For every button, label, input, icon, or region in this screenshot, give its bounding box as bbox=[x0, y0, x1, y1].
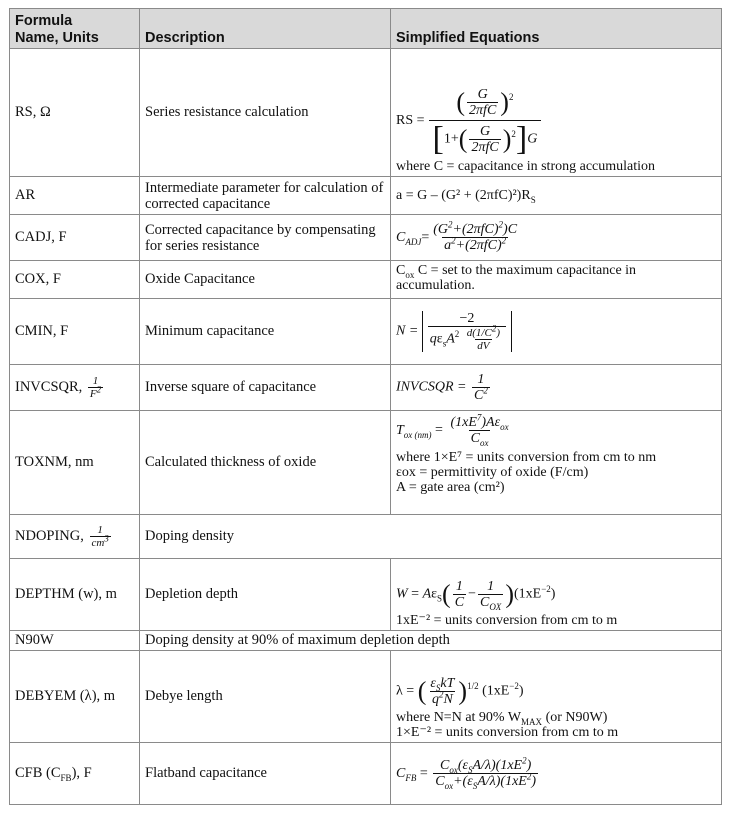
formula-name bbox=[10, 743, 140, 805]
table-row bbox=[10, 177, 722, 215]
formula-description: Minimum capacitance bbox=[140, 299, 391, 365]
depthm-note: 1xE⁻² = units conversion from cm to m bbox=[396, 613, 618, 628]
formula-description: Oxide Capacitance bbox=[140, 261, 391, 299]
formula-description: Calculated thickness of oxide bbox=[140, 411, 391, 515]
cox-equation: C = set to the maximum capacitance in accumulation. bbox=[396, 263, 637, 293]
formula-equation: $a = G - (G^2 + (2\pi fC)^2)R_S$ bbox=[391, 177, 722, 215]
formula-description: Intermediate parameter for calculation of corrected capacitance bbox=[140, 177, 391, 215]
debyem-note-1-text: where N=N at 90% W bbox=[396, 710, 522, 725]
formula-description: Debye length bbox=[140, 651, 391, 743]
header-formula-name bbox=[10, 9, 140, 49]
debyem-equation: λ = ( $\frac{\varepsilon_SkT}{q^2N}$ )$^{1/2}$ $(1xE^{-2})$ bbox=[396, 676, 524, 707]
formula-name: CMIN, F bbox=[10, 299, 140, 365]
cfb-equation: $C_{FB}$ = $\frac{C_{ox}(\varepsilon_SA/\lambda)(1xE^2)}{C_{ox}+(\varepsilon_SA/\lambda)(1xE^2)}$ bbox=[396, 755, 537, 791]
formula-name: N90W bbox=[10, 631, 140, 651]
table-row bbox=[10, 365, 722, 411]
table-row bbox=[10, 215, 722, 261]
formula-name: DEBYEM (λ), m bbox=[10, 651, 140, 743]
table-row bbox=[10, 631, 722, 651]
formula-description: Inverse square of capacitance bbox=[140, 365, 391, 411]
toxnm-note-1: where 1×E⁷ = units conversion from cm to nm bbox=[396, 450, 657, 465]
formula-name: NDOPING, $\frac{1}{cm^3}$ bbox=[10, 515, 140, 559]
ar-equation: a = G – (G² + (2πfC)²)R bbox=[396, 188, 531, 203]
toxnm-note-3: A = gate area (cm²) bbox=[396, 480, 505, 495]
toxnm-note-2: εox = permittivity of oxide (F/cm) bbox=[396, 465, 589, 480]
toxnm-equation: $T_{ox (nm)}$ = $\frac{(1xE^7)A\varepsilon_{ox}}{C_{ox}}$ bbox=[396, 412, 509, 448]
formula-name: TOXNM, nm bbox=[10, 411, 140, 515]
formula-equation bbox=[391, 411, 722, 515]
cfb-label-tail: ), F bbox=[71, 765, 92, 781]
invcsqr-label: INVCSQR, bbox=[15, 378, 83, 395]
formula-name: INVCSQR, $\frac{1}{F^2}$ bbox=[10, 365, 140, 411]
header-formula-name-line1: Formula bbox=[15, 13, 73, 29]
invcsqr-equation: INVCSQR = bbox=[396, 379, 467, 395]
header-formula-name-line2: Name, Units bbox=[15, 30, 99, 46]
table-row bbox=[10, 743, 722, 805]
header-description: Description bbox=[140, 9, 391, 49]
formula-name: AR bbox=[10, 177, 140, 215]
formula-name: RS, Ω bbox=[10, 49, 140, 177]
formula-description: Doping density bbox=[140, 515, 722, 559]
table-row bbox=[10, 261, 722, 299]
header-row bbox=[10, 9, 722, 49]
cmin-equation: N = bbox=[396, 323, 419, 339]
formula-description: Doping density at 90% of maximum depletion depth bbox=[140, 631, 722, 651]
formula-description: Corrected capacitance by compensating for series resistance bbox=[140, 215, 391, 261]
formula-equation: $C_{ox}$ C = set to the maximum capacitance in accumulation. bbox=[391, 261, 722, 299]
table-row bbox=[10, 299, 722, 365]
debyem-note-tail: (or N90W) bbox=[542, 710, 608, 725]
formula-description: Flatband capacitance bbox=[140, 743, 391, 805]
formula-name: DEPTHM (w), m bbox=[10, 559, 140, 631]
formula-equation bbox=[391, 559, 722, 631]
table-row bbox=[10, 651, 722, 743]
formula-table bbox=[9, 8, 722, 805]
depthm-equation: $W = A\varepsilon_S$( $\frac{1}{C}$ − $\frac{1}{C_{OX}}$ )$(1xE^{-2})$ bbox=[396, 579, 556, 612]
formula-name: CADJ, F bbox=[10, 215, 140, 261]
formula-equation: N = −2 $q\varepsilon_sA^2$ $\frac{d(1/C^2)}{dV}$ bbox=[391, 299, 722, 365]
header-equations: Simplified Equations bbox=[391, 9, 722, 49]
table-row bbox=[10, 515, 722, 559]
formula-equation bbox=[391, 49, 722, 177]
formula-name: COX, F bbox=[10, 261, 140, 299]
rs-equation: RS = ( $\frac{G}{\text{2πfC}}$ )$^2$ [1+( $\frac{G}{\text{2πfC}}$ )$^2$]G bbox=[396, 87, 716, 155]
table-row bbox=[10, 559, 722, 631]
formula-equation bbox=[391, 215, 722, 261]
cfb-label: CFB (C bbox=[15, 765, 61, 781]
ndoping-label: NDOPING, bbox=[15, 527, 84, 544]
formula-equation: INVCSQR = $\frac{1}{C^2}$ bbox=[391, 365, 722, 411]
table-row bbox=[10, 411, 722, 515]
cfb-label-sub: FB bbox=[60, 772, 72, 783]
debyem-note-1 bbox=[396, 710, 716, 725]
formula-equation bbox=[391, 743, 722, 805]
table-row bbox=[10, 49, 722, 177]
cadj-equation: $C_{ADJ}=$ $\frac{(G^2+(2\pi fC)^2)C}{a^2+(2\pi fC)^2}$ bbox=[396, 219, 518, 253]
formula-description: Series resistance calculation bbox=[140, 49, 391, 177]
debyem-note-sub: MAX bbox=[521, 716, 543, 727]
formula-description: Depletion depth bbox=[140, 559, 391, 631]
rs-note: where C = capacitance in strong accumulation bbox=[396, 159, 656, 174]
formula-equation bbox=[391, 651, 722, 743]
debyem-note-2: 1×E⁻² = units conversion from cm to m bbox=[396, 725, 619, 740]
